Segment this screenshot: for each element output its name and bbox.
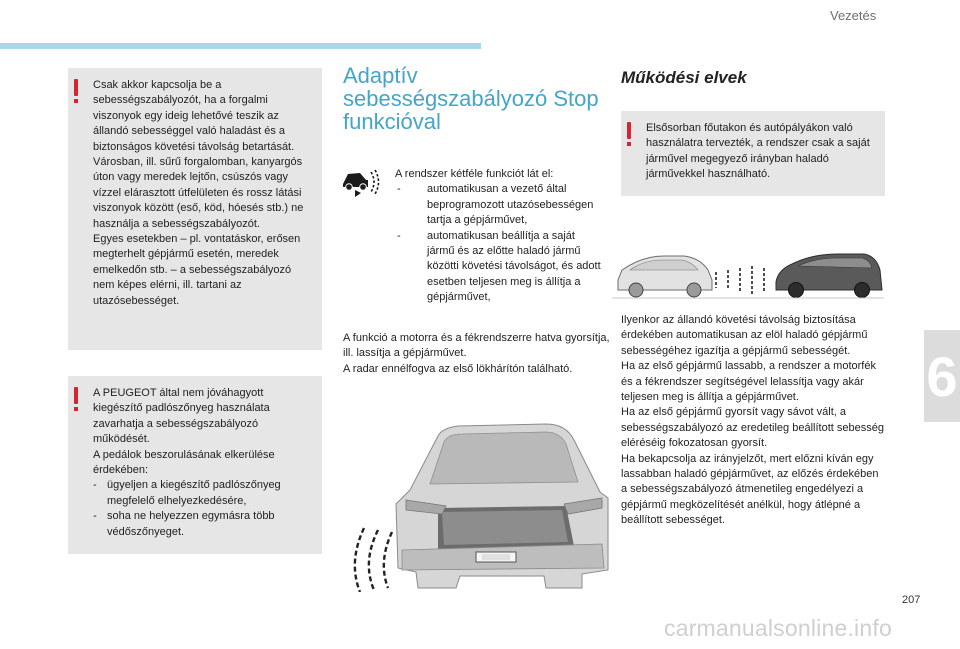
body-paragraph: Ha az első gépjármű gyorsít vagy sávot vált, a sebességszabályozó az eredetileg beállított sebesség eléréséig fokozatosan gyorsít. [621,406,884,450]
warning-box-2 [68,376,322,554]
warning1-paragraph: Egyes esetekben – pl. vontatáskor, erősen megterhelt gépjármű esetén, meredek emelkedőn stb. – a sebességszabályozó nem képes elérni, ill. tartani az utazósebességet. [93,233,301,307]
section-heading: Működési elvek [621,68,747,87]
list-item: - soha ne helyezzen egymásra több védőszőnyeget. [93,509,314,540]
operation-description [621,313,887,529]
chapter-number: 6 [926,344,958,408]
list-item: - automatikusan beállítja a saját jármű és az előtte haladó jármű közötti követési távolságot, és adott esetben teljesen meg is állítja a gépjárművet, [395,229,605,306]
two-cars-following-distance-illustration [612,246,884,304]
chapter-tab [924,330,960,422]
body-paragraph: Ilyenkor az állandó követési távolság biztosítása érdekében automatikusan az elöl haladó gépjármű sebességéhez igazítja a gépjármű sebességét. [621,314,868,357]
body-paragraph: A radar ennélfogva az első lökhárítón található. [343,362,573,375]
intro-text [395,167,605,306]
warning3-text: Elsősorban főutakon és autópályákon való használatra tervezték, a rendszer csak a saját járművel megegyező irányban haladó járművekkel használható. [646,122,870,181]
body-paragraph: Ha az első gépjármű lassabb, a rendszer a motorfék és a fékrendszer segítségével lelassítja vagy akár teljesen meg is állítja a gépjárművet. [621,360,876,404]
page-number: 207 [902,594,921,606]
function-description [343,331,613,377]
watermark: carmanualsonline.info [664,615,892,641]
body-paragraph: A funkció a motorra és a fékrendszerre hatva gyorsítja, ill. lassítja a gépjárművet. [343,332,610,360]
warning1-paragraph: Csak akkor kapcsolja be a sebességszabályozót, ha a forgalmi viszonyok egy ideig lehetővé teszik az állandó sebességgel való haladást és a biztonságos követési távolság betartását. [93,79,295,153]
top-accent-bar [0,43,481,49]
warning2-list [93,478,314,540]
warning1-paragraph: Városban, ill. sűrű forgalomban, kanyargós úton vagy meredek lejtőn, csúszós vagy vízzel elárasztott útfelületen és rossz látási viszonyok között (eső, köd, hóesés stb.) ne használja a sebességszabályozót. [93,156,304,230]
exclamation-warning-icon [74,79,79,103]
page-title: Adaptív sebességszabályozó Stop funkcióval [343,63,599,134]
list-item: - automatikusan a vezető által beprogramozott utazósebességen tartja a gépjárművet, [395,182,605,228]
intro-sentence: A rendszer kétféle funkciót lát el: [395,168,554,180]
adaptive-cruise-control-icon [340,168,382,198]
functions-list [395,182,605,305]
exclamation-warning-icon [627,122,632,146]
list-item: - ügyeljen a kiegészítő padlószőnyeg megfelelő elhelyezkedésére, [93,478,314,509]
warning-box-1 [68,68,322,350]
exclamation-warning-icon [74,387,79,411]
section-title: Vezetés [830,8,877,23]
car-front-radar-illustration [350,412,612,592]
body-paragraph: Ha bekapcsolja az irányjelzőt, mert előzni kíván egy lassabban haladó gépjárművet, az előzés érdekében a sebességszabályozó átmenetileg engedélyezi a gépjármű megközelítését anélkül, hogy átlépné a beállított sebességet. [621,452,879,527]
warning-box-3 [621,111,885,196]
warning2-paragraph: A pedálok beszorulásának elkerülése érdekében: [93,448,275,477]
warning2-paragraph: A PEUGEOT által nem jóváhagyott kiegészítő padlószőnyeg használata zavarhatja a sebességszabályozó működését. [93,387,270,446]
